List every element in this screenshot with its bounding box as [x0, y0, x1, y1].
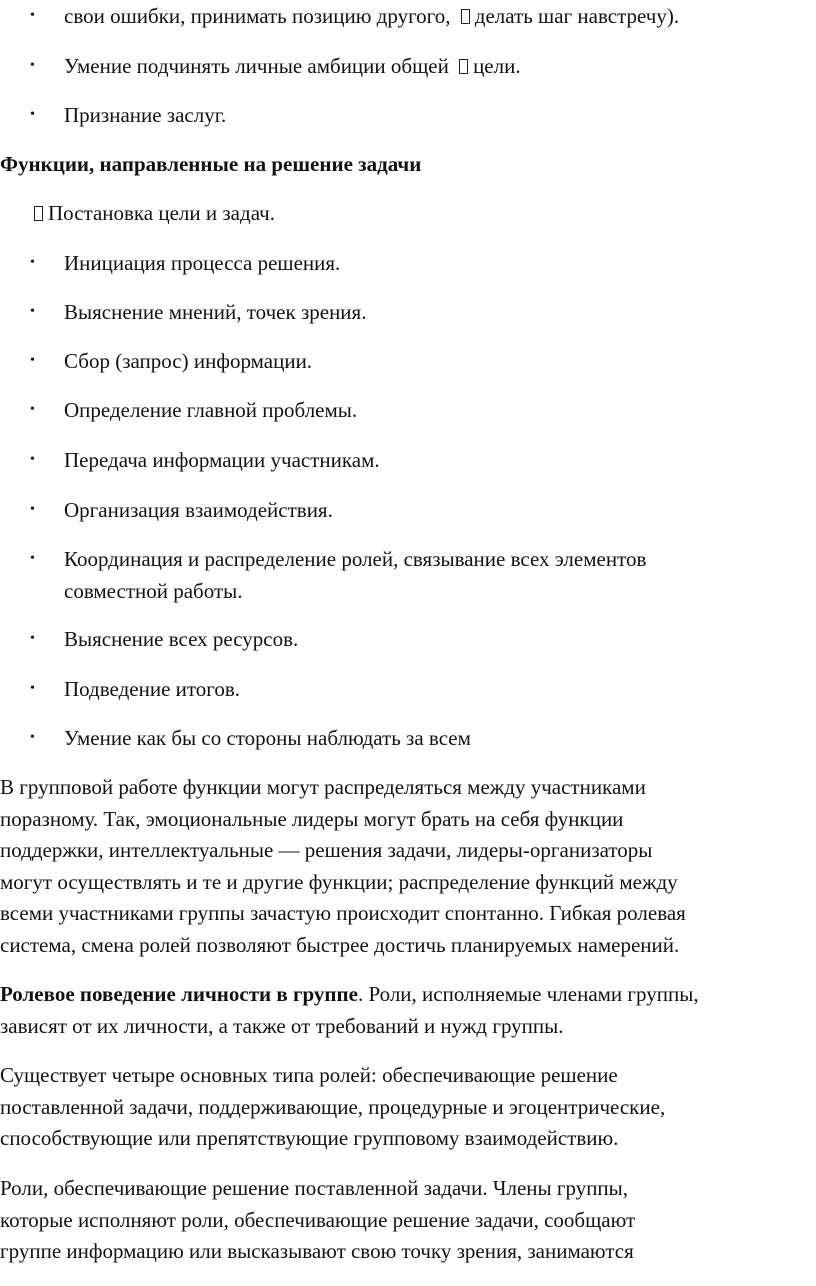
list-item-text: Умение как бы со стороны наблюдать за всем	[64, 726, 471, 750]
bullet-icon: •	[30, 631, 35, 646]
paragraph-line: система, смена ролей позволяют быстрее достичь планируемых намерений.	[0, 932, 680, 957]
bullet-icon: •	[30, 107, 35, 122]
list-item-text: Признание заслуг.	[64, 103, 227, 127]
missing-glyph-icon	[461, 9, 470, 24]
bullet-icon: •	[30, 502, 35, 517]
bullet-icon: •	[30, 730, 35, 745]
list-item-text: Умение подчинять личные амбиции общей	[64, 54, 455, 78]
paragraph-line: поддержки, интеллектуальные — решения задачи, лидеры-организаторы	[0, 838, 653, 862]
paragraph-line: способствующие или препятствующие групповому взаимодействию.	[0, 1126, 619, 1150]
bullet-icon: •	[30, 8, 35, 23]
list-item-text: Передача информации участникам.	[64, 448, 380, 472]
list-item-text: Выяснение мнений, точек зрения.	[64, 300, 367, 324]
bold-term: Ролевое поведение личности в группе	[0, 982, 358, 1006]
missing-glyph-icon	[34, 206, 43, 221]
bullet-icon: •	[30, 681, 35, 696]
paragraph	[0, 772, 816, 961]
paragraph-line: зависят от их личности, а также от требований и нужд группы.	[0, 1013, 564, 1038]
list-item-text: Определение главной проблемы.	[64, 398, 358, 422]
section-heading: Функции, направленные на решение задачи	[0, 152, 422, 176]
paragraph-line: Роли, обеспечивающие решение поставленной задачи. Члены группы,	[0, 1176, 629, 1200]
list-item-text: Инициация процесса решения.	[64, 251, 341, 275]
bullet-icon: •	[30, 551, 35, 566]
paragraph	[0, 1173, 816, 1268]
paragraph-line: В групповой работе функции могут распределяться между участниками	[0, 775, 646, 799]
list-item-text: Постановка цели и задач.	[48, 201, 275, 225]
bullet-icon: •	[30, 58, 35, 73]
list-item-text: делать шаг навстречу).	[474, 4, 680, 28]
paragraph-line: поставленной задачи, поддерживающие, процедурные и эгоцентрические,	[0, 1094, 666, 1119]
bullet-icon: •	[30, 402, 35, 417]
list-item-text: Выяснение всех ресурсов.	[64, 627, 299, 651]
list-item	[34, 197, 275, 229]
paragraph	[0, 1060, 816, 1155]
missing-glyph-icon	[459, 59, 468, 74]
list-item-text: совместной работы.	[64, 579, 243, 603]
list-item-text: цели.	[473, 54, 521, 78]
list-item-text: Организация взаимодействия.	[64, 498, 333, 522]
paragraph-line: группе информацию или высказывают свою точку зрения, занимаются	[0, 1239, 634, 1263]
paragraph	[0, 979, 816, 1042]
list-item-text: Сбор (запрос) информации.	[64, 349, 313, 373]
paragraph-line: Существует четыре основных типа ролей: обеспечивающие решение	[0, 1063, 618, 1087]
paragraph-line: которые исполняют роли, обеспечивающие решение задачи, сообщают	[0, 1207, 636, 1232]
list-item-text: Координация и распределение ролей, связывание всех элементов	[64, 547, 647, 571]
list-item-text: свои ошибки, принимать позицию другого,	[64, 4, 456, 28]
paragraph-line: всеми участниками группы зачастую происходит спонтанно. Гибкая ролевая	[0, 901, 686, 925]
bullet-icon: •	[30, 255, 35, 270]
paragraph-line: поразному. Так, эмоциональные лидеры могут брать на себя функции	[0, 806, 624, 831]
paragraph-line: могут осуществлять и те и другие функции; распределение функций между	[0, 869, 678, 894]
bullet-icon: •	[30, 353, 35, 368]
paragraph-text: . Роли, исполняемые членами группы,	[357, 982, 699, 1006]
bullet-icon: •	[30, 452, 35, 467]
bullet-icon: •	[30, 304, 35, 319]
list-item-text: Подведение итогов.	[64, 677, 241, 701]
